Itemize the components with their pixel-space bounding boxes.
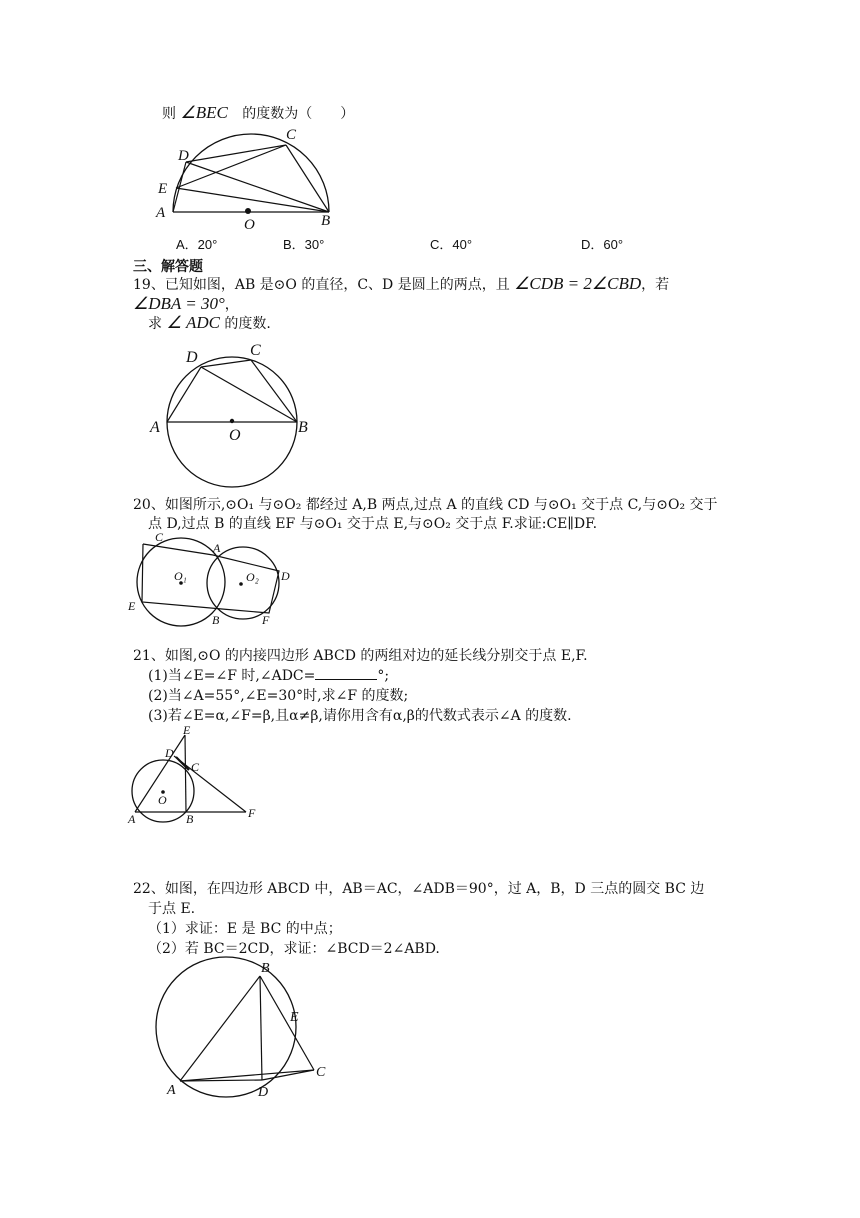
q22-label-d: D — [258, 1085, 269, 1100]
q21-label-c: C — [191, 760, 200, 774]
q22-label-b: B — [261, 961, 270, 976]
q19-line2-tail: ， — [224, 297, 239, 313]
q19-number: 19、 — [133, 277, 165, 293]
q18-stem-prefix: 则 — [162, 106, 176, 122]
q21-label-b: B — [186, 812, 194, 826]
q18-choice-a-value: 20° — [197, 237, 218, 252]
q18-label-c: C — [286, 127, 297, 143]
q21-sub3-text: (3)若∠E=α,∠F=β,且α≠β,请你用含有α,β的代数式表示∠A 的度数. — [148, 708, 572, 724]
q20-label-d: D — [281, 569, 290, 583]
q22-number: 22、 — [133, 881, 165, 897]
q20-label-e: E — [128, 599, 136, 613]
q20-number: 20、 — [133, 497, 165, 513]
q18-choice-d-value: 60° — [603, 237, 624, 252]
q18-choice-d-letter: D． — [581, 237, 604, 252]
q20-line1-text: 如图所示,⊙O₁ 与⊙O₂ 都经过 A,B 两点,过点 A 的直线 CD 与⊙O₁ 交于点 C,与⊙O₂ 交于 — [164, 497, 718, 513]
q21-sub1-suffix: °; — [377, 668, 390, 684]
q18-label-d: D — [178, 148, 189, 164]
q19-label-a: A — [150, 419, 160, 436]
q22-label-a: A — [167, 1083, 176, 1098]
q19-label-c: C — [250, 342, 261, 359]
q19-line1-math: ∠CDB = 2∠CBD — [514, 274, 642, 293]
q21-number: 21、 — [133, 648, 165, 664]
q20-label-b: B — [212, 613, 220, 627]
q22-label-c: C — [316, 1065, 326, 1080]
q20-label-c: C — [155, 530, 164, 544]
q19-label-b: B — [298, 419, 308, 436]
q19-line3-prefix: 求 — [148, 316, 162, 332]
q22-sub2-text: （2）若 BC＝2CD，求证：∠BCD＝2∠ABD. — [148, 941, 440, 957]
q21-sub1-prefix: (1)当∠E=∠F 时,∠ADC= — [148, 668, 316, 684]
q21-label-e: E — [183, 723, 191, 737]
q18-label-a: A — [156, 205, 166, 221]
q22-label-e: E — [290, 1010, 299, 1025]
q21-label-f: F — [248, 806, 256, 820]
section-title: 三、解答题 — [133, 259, 203, 275]
q20-label-o1: O₁ — [174, 569, 187, 583]
q22-line1-text: 如图，在四边形 ABCD 中，AB＝AC，∠ADB＝90°，过 A，B，D 三点的圆交 BC 边 — [164, 881, 705, 897]
q19-label-o: O — [229, 427, 241, 444]
q18-label-e: E — [158, 181, 168, 197]
q19-label-d: D — [186, 349, 198, 366]
q21-label-d: D — [165, 746, 174, 760]
q21-label-o: O — [158, 793, 167, 807]
q20-label-a: A — [213, 541, 221, 555]
q18-choice-b-value: 30° — [304, 237, 325, 252]
q21-sub2-text: (2)当∠A=55°,∠E=30°时,求∠F 的度数; — [148, 688, 409, 704]
q19-line1-tail: ，若 — [641, 277, 670, 293]
q22-line2-text: 于点 E. — [148, 901, 196, 917]
q21-label-a: A — [128, 812, 136, 826]
q18-choice-a-letter: A． — [176, 237, 198, 252]
q18-choice-b-letter: B． — [283, 237, 305, 252]
q18-choice-c-letter: C． — [430, 237, 453, 252]
q19-line3-math: ∠ ADC — [166, 313, 220, 332]
q21-line1-text: 如图,⊙O 的内接四边形 ABCD 的两组对边的延长线分别交于点 E,F. — [164, 648, 588, 664]
q18-angle-expr: ∠BEC — [180, 103, 228, 122]
q22-sub1-text: （1）求证：E 是 BC 的中点； — [148, 921, 342, 937]
q20-line2-text: 点 D,过点 B 的直线 EF 与⊙O₁ 交于点 E,与⊙O₂ 交于点 F.求证:CE∥DF. — [148, 516, 598, 532]
q18-label-b: B — [321, 213, 331, 229]
q19-line2-math: ∠DBA = 30° — [133, 294, 225, 313]
q20-label-f: F — [262, 613, 270, 627]
q19-line1-text: 已知如图，AB 是⊙O 的直径，C、D 是圆上的两点，且 — [164, 277, 510, 293]
q18-label-o: O — [244, 217, 255, 233]
q18-choice-c-value: 40° — [452, 237, 473, 252]
q19-line3-suffix: 的度数. — [224, 316, 271, 332]
q18-stem-suffix: 的度数为（ ） — [242, 106, 355, 122]
q20-label-o2: O₂ — [246, 570, 259, 584]
